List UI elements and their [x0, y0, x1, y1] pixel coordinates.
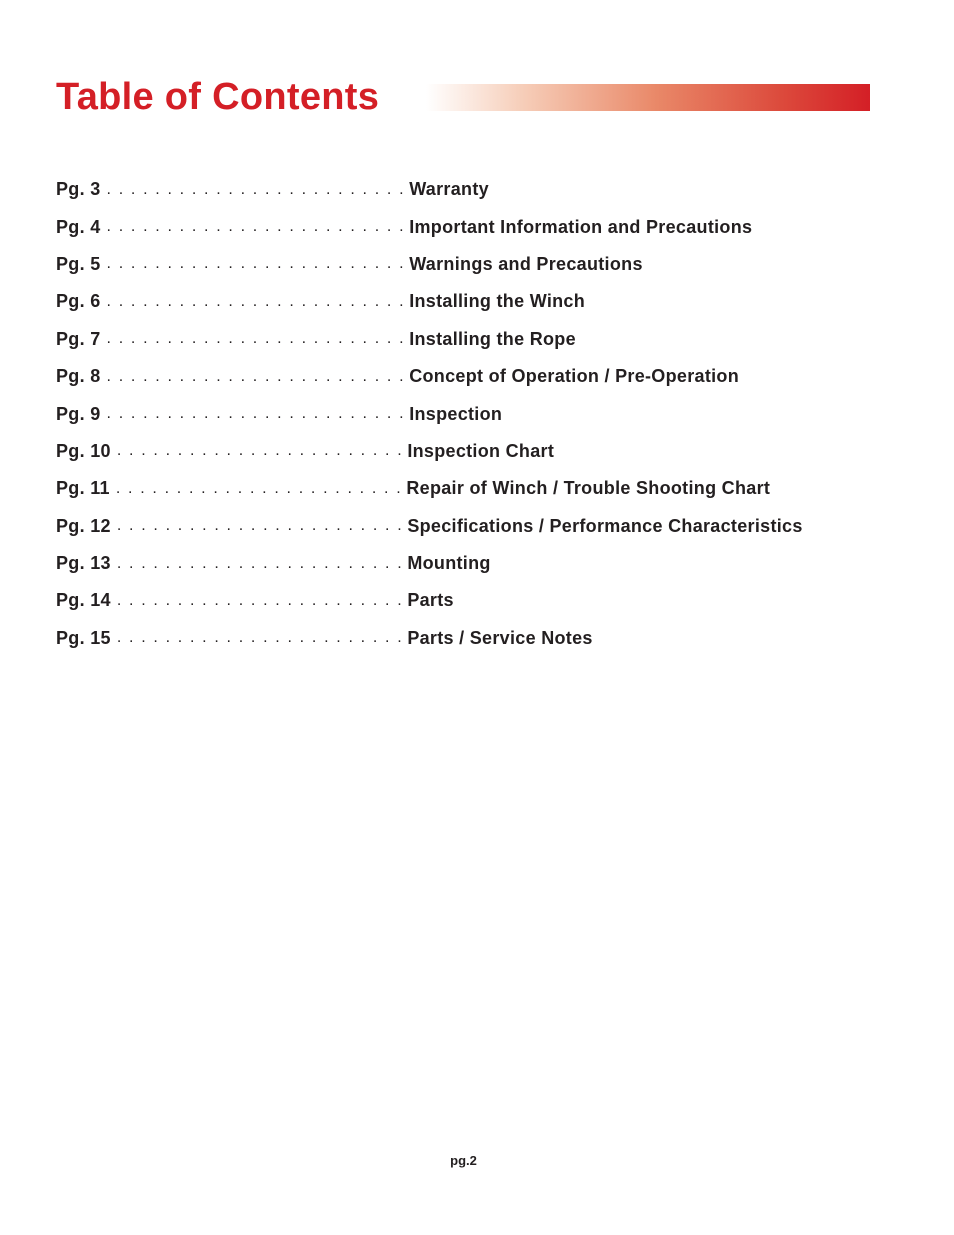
toc-entry[interactable]	[56, 508, 803, 545]
toc-entry[interactable]	[56, 395, 803, 432]
toc-leader-dots: . . . . . . . . . . . . . . . . . . . . . . . .	[116, 591, 404, 609]
toc-entry[interactable]	[56, 582, 803, 619]
toc-leader-dots: . . . . . . . . . . . . . . . . . . . . . . . . .	[106, 367, 406, 385]
toc-entry[interactable]	[56, 620, 803, 657]
toc-page-number: Pg. 3	[56, 179, 101, 200]
toc-section-title: Parts / Service Notes	[407, 627, 593, 648]
toc-page-number: Pg. 5	[56, 253, 101, 274]
toc-leader-dots: . . . . . . . . . . . . . . . . . . . . . . . .	[116, 517, 404, 535]
toc-leader-dots: . . . . . . . . . . . . . . . . . . . . . . . . .	[106, 180, 406, 198]
toc-section-title: Repair of Winch / Trouble Shooting Chart	[406, 478, 771, 499]
toc-page-number: Pg. 9	[56, 403, 101, 424]
toc-page-number: Pg. 8	[56, 366, 101, 387]
toc-page-number: Pg. 14	[56, 590, 111, 611]
toc-section-title: Inspection Chart	[407, 440, 555, 461]
toc-entry[interactable]	[56, 321, 803, 358]
toc-page-number: Pg. 7	[56, 328, 101, 349]
title-gradient-bar	[426, 84, 870, 111]
toc-entry[interactable]	[56, 470, 803, 507]
toc-page-number: Pg. 11	[56, 478, 110, 499]
toc-leader-dots: . . . . . . . . . . . . . . . . . . . . . . . .	[116, 442, 404, 460]
toc-section-title: Installing the Rope	[409, 328, 576, 349]
toc-leader-dots: . . . . . . . . . . . . . . . . . . . . . . . . .	[106, 218, 406, 236]
toc-section-title: Mounting	[407, 553, 491, 574]
toc-entry[interactable]	[56, 545, 803, 582]
toc-section-title: Warranty	[409, 179, 489, 200]
toc-section-title: Warnings and Precautions	[409, 253, 643, 274]
toc-leader-dots: . . . . . . . . . . . . . . . . . . . . . . . . .	[106, 330, 406, 348]
toc-section-title: Installing the Winch	[409, 291, 586, 312]
toc-section-title: Specifications / Performance Characteristics	[407, 515, 803, 536]
toc-entry[interactable]	[56, 283, 803, 320]
toc-page-number: Pg. 4	[56, 216, 101, 237]
toc-leader-dots: . . . . . . . . . . . . . . . . . . . . . . . .	[116, 554, 404, 572]
toc-page-number: Pg. 6	[56, 291, 101, 312]
page-number-footer: pg.2	[450, 1153, 477, 1168]
toc-leader-dots: . . . . . . . . . . . . . . . . . . . . . . . . .	[106, 405, 406, 423]
toc-section-title: Inspection	[409, 403, 503, 424]
toc-section-title: Parts	[407, 590, 454, 611]
toc-entry[interactable]	[56, 171, 803, 208]
toc-page-number: Pg. 15	[56, 627, 111, 648]
toc-section-title: Concept of Operation / Pre-Operation	[409, 366, 740, 387]
toc-page-number: Pg. 10	[56, 440, 111, 461]
toc-entry[interactable]	[56, 208, 803, 245]
page-title: Table of Contents	[56, 76, 380, 118]
table-of-contents	[56, 171, 803, 657]
toc-leader-dots: . . . . . . . . . . . . . . . . . . . . . . . . .	[106, 255, 406, 273]
toc-section-title: Important Information and Precautions	[409, 216, 753, 237]
toc-entry[interactable]	[56, 246, 803, 283]
toc-page-number: Pg. 13	[56, 553, 111, 574]
toc-leader-dots: . . . . . . . . . . . . . . . . . . . . . . . .	[115, 479, 403, 497]
toc-leader-dots: . . . . . . . . . . . . . . . . . . . . . . . . .	[106, 292, 406, 310]
toc-page-number: Pg. 12	[56, 515, 111, 536]
toc-entry[interactable]	[56, 433, 803, 470]
toc-entry[interactable]	[56, 358, 803, 395]
toc-leader-dots: . . . . . . . . . . . . . . . . . . . . . . . .	[116, 629, 404, 647]
